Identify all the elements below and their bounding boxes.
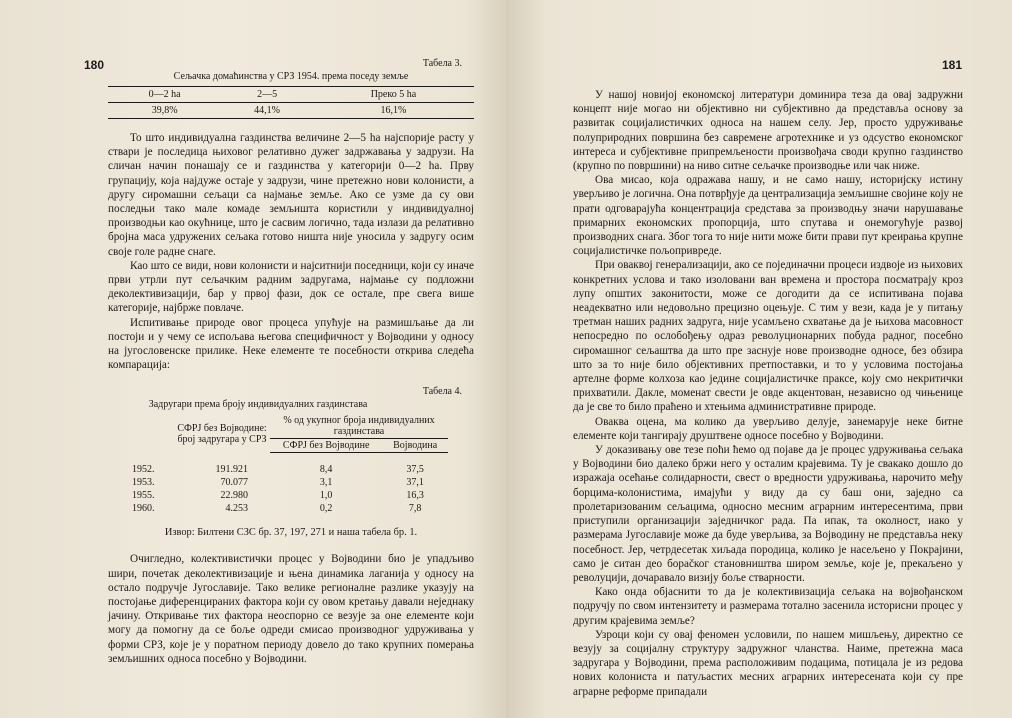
table-row: [130, 476, 448, 489]
paragraph: То што индивидуална газдинства величине 2—5 ha најспорије расту у ствари је последица њиховог релативно дужег задржавања у задрузи. На сличан начин понашају се и газдинства у категорији 0—2 ha. Прву групацију, која најдуже остаје у задрузи, чине претежно нови колонисти, а другу сиромашни сељаци са најмање земље. Ако се узме да су ови последњи тако мале комаде земљишта користили у индивидуалној производњи као окућнице, што је сасвим логично, тада излази да релативно бројна маса удружених сељака готово ништа није уносила у задругу осим своје голе радне снаге.: [108, 132, 474, 258]
table-row: [130, 489, 448, 502]
body-text: [108, 131, 474, 372]
table-cell: 37,1: [406, 477, 424, 489]
table-cell: 3,1: [319, 477, 333, 489]
table-cell: 1,0: [319, 490, 333, 502]
paragraph: У доказивању ове тезе поћи ћемо од појаве да је процес удруживања сељака у Војводини био далеко бржи него у осталим крајевима. Ту је свакако дошло до изражаја осећање солидарности, свест о вредности удруживања, нарочито међу борцима-колонистима, имајући у виду да су баш они, заједно са пролетаризованим сељацима, односно месним аграрним интересентима, први приступили организацији заједничког рада. Па ипак, та околност, иако у размерама Југославије може да буде уверљива, за Војводину не представља неку посебност. Јер, четрдесетак хиљада породица, колико је насељено у Покрајини, само је ситан део бораčког становништва широм земље, које је, прекаљено у револуцији, дочаравало визију боље стварности.: [573, 444, 963, 584]
paragraph: Очигледно, колективистички процес у Војводини био је упадљиво шири, почетак деколективизације и њена динамика лаганија у односу на остало подручје Југославије. Тако велике регионалне разлике указују на постојање диференцираних фактора који су овом кретању давали неједнаку јачину. Откривање тих фактора неоспорно се везује за оне елементе који могу да помогну да се боље одреди смисао производног удруживања у форми СРЗ, које је у поратном периоду довело до тако крупних померања земљишних односа посебно у Војводини.: [108, 553, 474, 665]
right-page: [506, 0, 1012, 718]
table-cell: 1955.: [132, 490, 155, 502]
paragraph: Као што се види, нови колонисти и најситнији поседници, који су иначе први утрли пут сељачким радним задругама, најмање су подложни деколективизацији, бар у првој фази, док се остале, пре свега више категорије, најбрже повлаче.: [108, 259, 474, 315]
table-cell: 8,4: [319, 464, 333, 476]
table-title: Задругари према броју индивидуалних газдинстава: [148, 399, 368, 411]
paragraph: У нашој новијој економској литератури доминира теза да овај задружни концепт није могао ни објективно ни субјективно да представља основу за развитак социјалистичких односа на нашем селу. Јер, просто удруживање полуприродних површина без савремене агротехнике и уз одсуство економског интереса и субјективне припремљености произвођача своди крупно газдинство (крупно по површини) на ниво ситне сељачке производње или чак ниже.: [573, 89, 963, 173]
table-cell: 1952.: [132, 464, 155, 476]
page-number: 180: [84, 58, 105, 72]
table-4: [130, 414, 448, 515]
paragraph: Узроци који су овај феномен условили, по нашем мишљењу, директно се везују за социјалну структуру задружног чланства. Наиме, претежна маса задругара у Војводини, према расположивим подацима, потицала је из редова нових колониста и патуљастих месних аграрних интересената који су пре аграрне реформе припадали: [573, 628, 963, 698]
body-text: [573, 88, 963, 699]
paragraph: Ова мисао, која одражава нашу, и не само нашу, историјску истину уверљиво је логична. Она потврђује да централизација земљишне својине коју не прати одговарајућа концентрација средстава за производњу значи нарушавање примарних економских пропорција, што спутава и онемогућује развој производних снага. Због тога то није нити може бити прави пут креирања крупне социјалистичке пољопривреде.: [573, 174, 963, 258]
table-cell: 22.980: [220, 490, 248, 502]
table-cell: 44,1%: [221, 103, 313, 119]
table-cell: 37,5: [406, 464, 424, 476]
table-cell: 70.077: [220, 477, 248, 489]
table-cell: 7,8: [408, 503, 422, 515]
table-cell: 4.253: [225, 503, 248, 515]
table-header-cell: Преко 5 ha: [313, 87, 474, 103]
table-3: [108, 86, 474, 119]
table-label: Табела 3.: [422, 58, 462, 69]
table-row: [130, 463, 448, 476]
paragraph: Како онда објаснити то да је колективизација сељака на војвођанском подручју по свом интензитету и размерама тотално засенила историсни процес у другим крајевима земље?: [573, 586, 963, 627]
table-cell: 0,2: [319, 503, 333, 515]
page-number: 181: [941, 58, 962, 72]
table-cell: 39,8%: [108, 103, 221, 119]
table-cell: 191.921: [215, 464, 248, 476]
paragraph: Испитивање природе овог процеса упућује на размишљање да ли постоји и у чему се испољава његова специфичност у Војводини у односу на југословенске прилике. Неке елементе те посебности открива следећа компарација:: [108, 316, 474, 372]
paragraph: Оваква оцена, ма колико да уверљиво делује, занемарује неке битне елементе који тангирају друштвене односе посебно у Војводини.: [573, 415, 963, 442]
table-source: Извор: Билтени СЗС бр. 37, 197, 271 и наша табела бр. 1.: [164, 527, 418, 539]
table-row: [130, 502, 448, 515]
table-header-cell: 2—5: [221, 87, 313, 103]
table-header-cell: % од укупног броја индивидуалних газдинстава: [270, 414, 448, 439]
table-cell: 16,1%: [313, 103, 474, 119]
table-header-cell: СФРЈ без Војводине: [270, 439, 382, 453]
table-header-cell: СФРЈ без Војводине: број задругара у СРЗ: [177, 422, 267, 445]
table-cell: 1960.: [132, 503, 155, 515]
table-header-cell: 0—2 ha: [108, 87, 221, 103]
table-cell: 1953.: [132, 477, 155, 489]
table-cell: 16,3: [406, 490, 424, 502]
table-title: Сељачка домаћинства у СРЗ 1954. према поседу земље: [173, 71, 409, 82]
table-header-cell: Војводина: [382, 439, 448, 453]
paragraph: При оваквој генерализацији, ако се појединачни процеси издвоје из њихових конкретних услова и тако изоловани ван времена и простора посматрају кроз лупу општих законитости, може се догодити да се испитивана појава неадекватно или недовољно прецизно оцењује. С тим у вези, када је у питању третман наших радних задруга, није усамљено схватање да је њихова масовност непосредно по ослобођењу одраз револуционарних побуда радног, посебно сиромашног сељаштва да што пре заснује нове производне односе, без обзира што за то није било објективних претпоставки, и то у условима постојања артелне форме колхоза као једине социјалистичке праксе, коју смо некритички прихватили. Дакле, моменат свести је овде акцентован, независно од чињенице да је све то било праћено и хтењима административне природе.: [573, 259, 963, 414]
table-label: Табела 4.: [422, 386, 462, 398]
body-text: [108, 552, 474, 666]
